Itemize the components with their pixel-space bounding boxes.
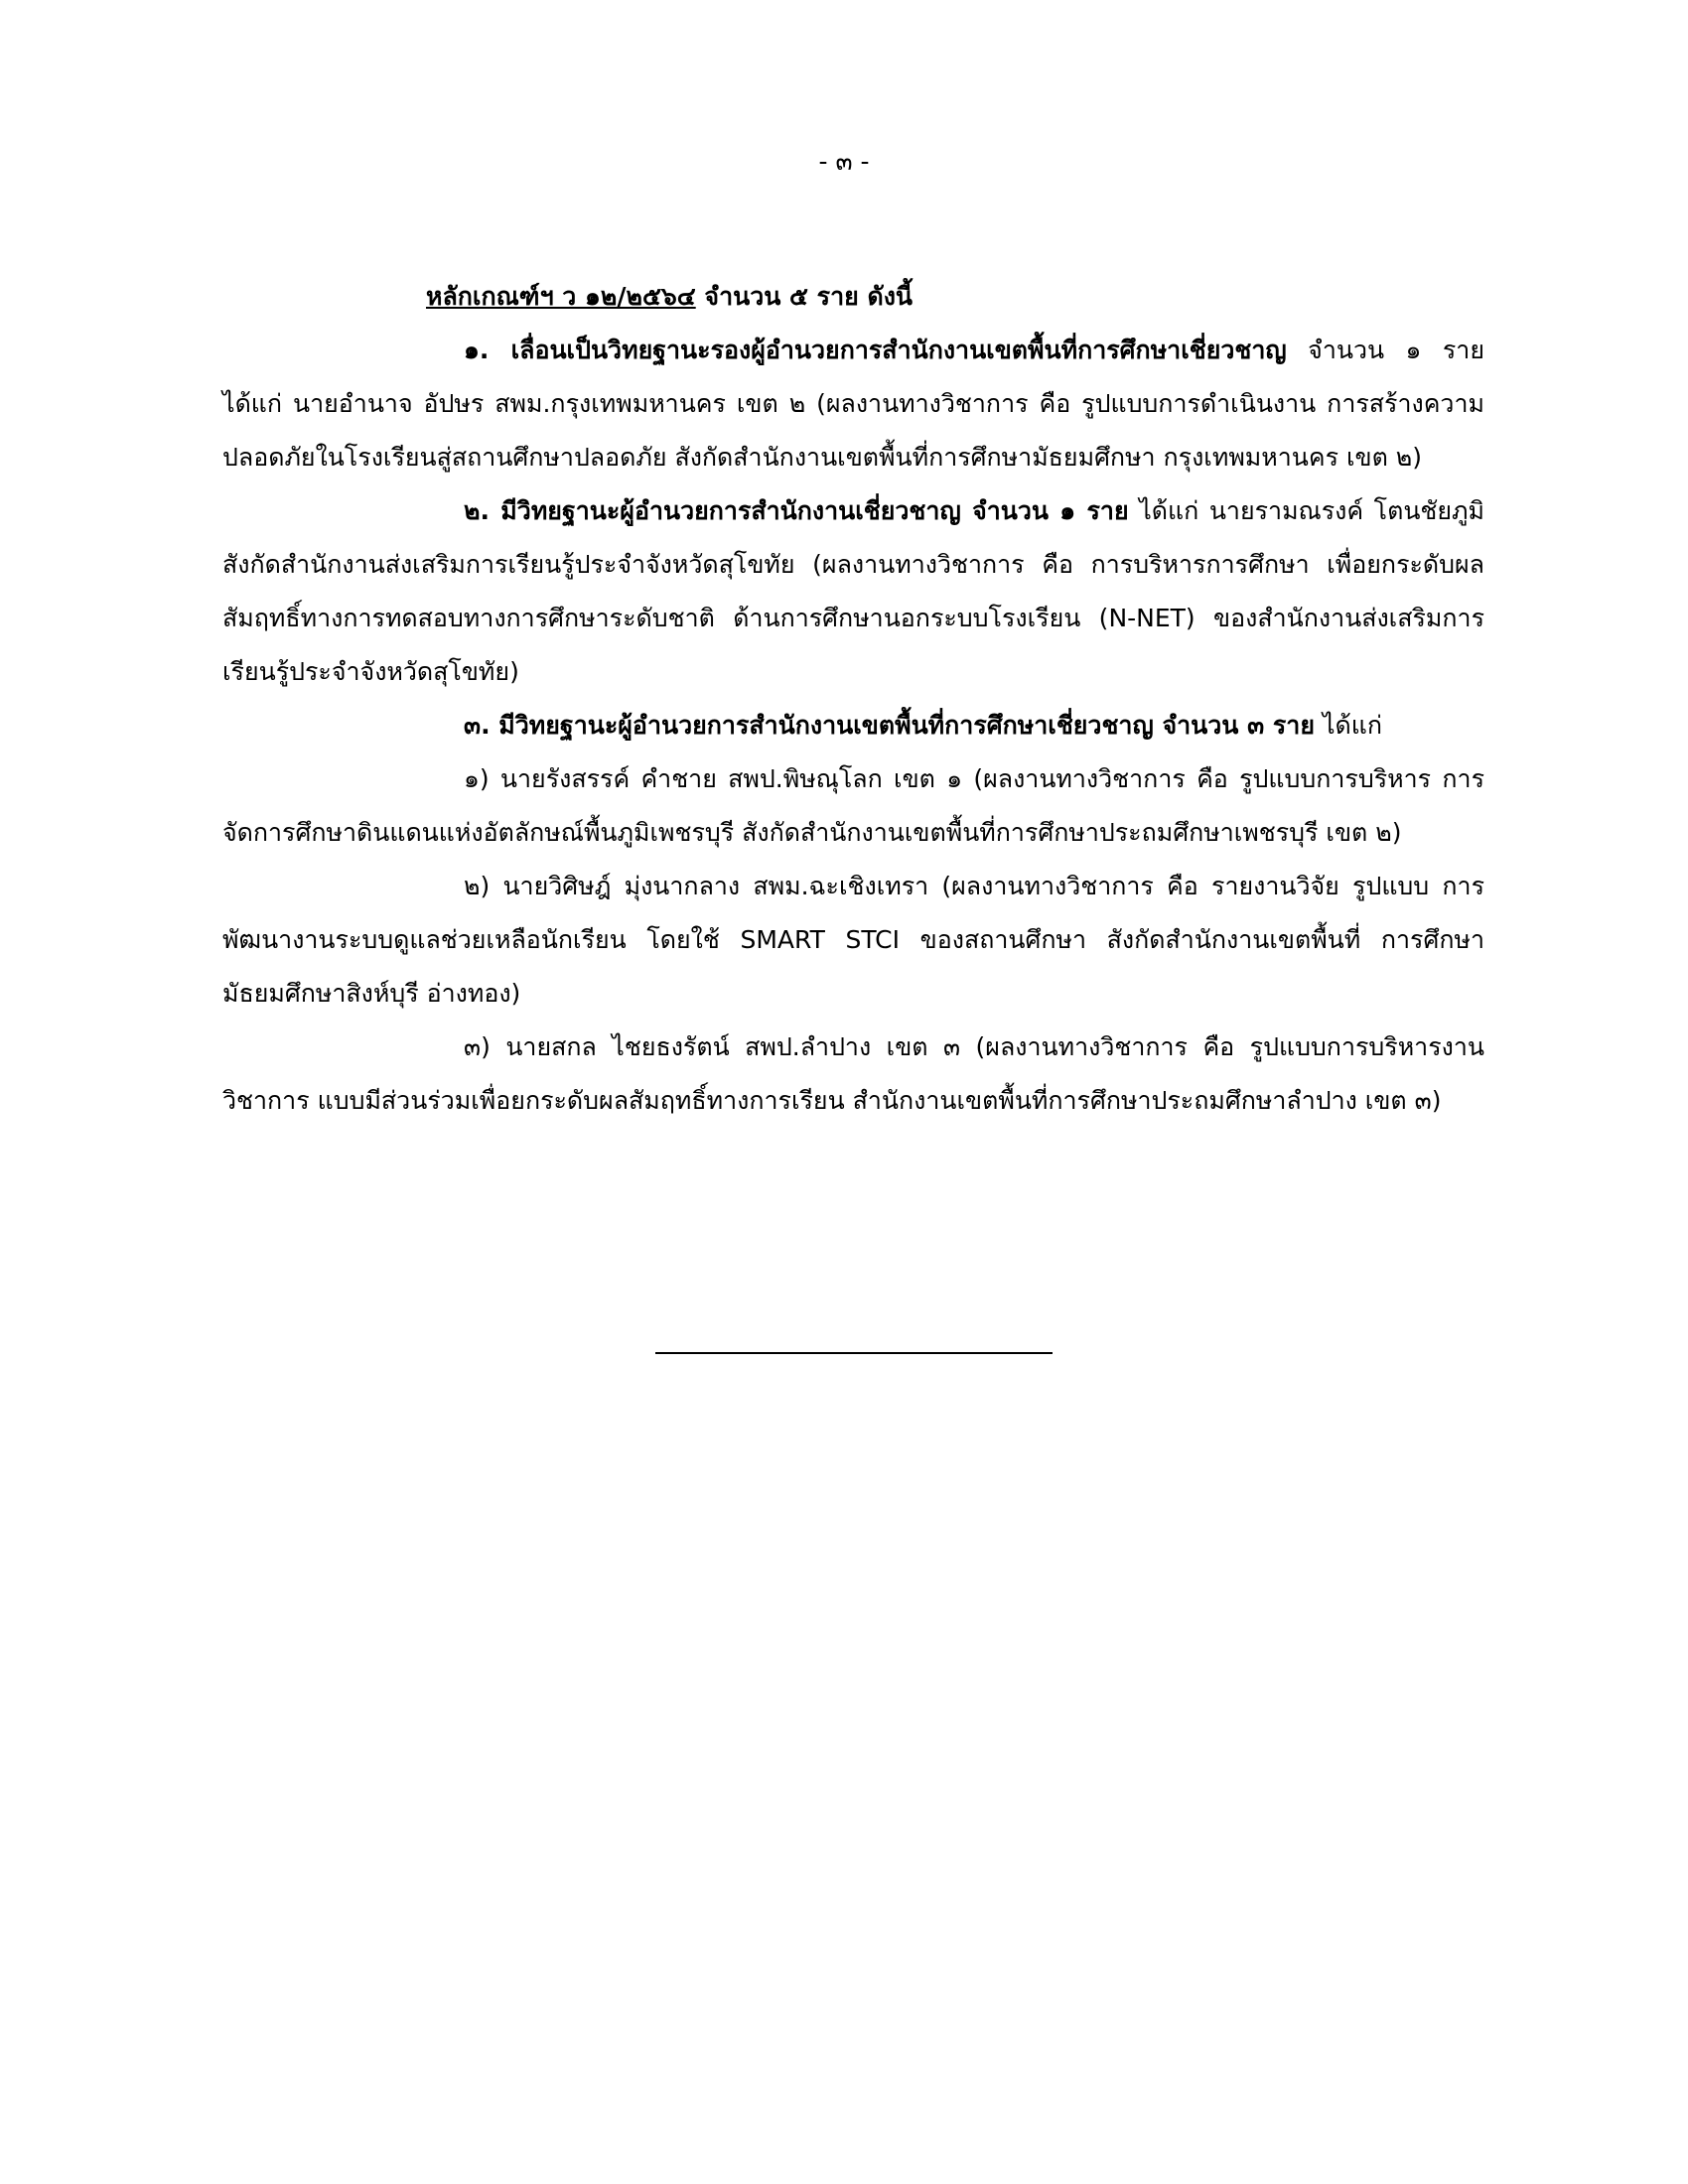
item-2-text: ได้แก่ นายรามณรงค์ โตนชัยภูมิ สังกัดสำนักงานส่งเสริมการเรียนรู้ประจำจังหวัดสุโขทัย (ผลงานทางวิชาการ คือ การบริหารการศึกษา เพื่อยกระดับผลสัมฤทธิ์ทางการทดสอบทางการศึกษาระดับชาติ ด้านการศึกษานอกระบบโรงเรียน (N-NET) ของสำนักงานส่งเสริมการเรียนรู้ประจำจังหวัดสุโขทัย) — [222, 496, 1484, 686]
item-1-text: จำนวน ๑ ราย ได้แก่ นายอำนาจ อัปษร สพม.กรุงเทพมหานคร เขต ๒ (ผลงานทางวิชาการ คือ รูปแบบการดำเนินงาน การสร้างความปลอดภัยในโรงเรียนสู่สถานศึกษาปลอดภัย สังกัดสำนักงานเขตพื้นที่การศึกษามัธยมศึกษา กรุงเทพมหานคร เขต ๒) — [222, 336, 1484, 472]
item-2-title: ๒. มีวิทยฐานะผู้อำนวยการสำนักงานเชี่ยวชาญ จำนวน ๑ ราย — [464, 496, 1129, 525]
item-2-paragraph — [222, 484, 1484, 699]
end-divider-line — [655, 1352, 1053, 1354]
criteria-reference: หลักเกณฑ์ฯ ว ๑๒/๒๕๖๔ — [426, 282, 696, 311]
item-1-paragraph — [222, 324, 1484, 484]
item-3-text: ได้แก่ — [1315, 711, 1383, 740]
criteria-heading — [222, 270, 1484, 324]
criteria-count: จำนวน ๕ ราย ดังนี้ — [695, 282, 914, 311]
item-3-sub-item-3: ๓) นายสกล ไชยธงรัตน์ สพป.ลำปาง เขต ๓ (ผลงานทางวิชาการ คือ รูปแบบการบริหารงานวิชาการ แบบมีส่วนร่วมเพื่อยกระดับผลสัมฤทธิ์ทางการเรียน สำนักงานเขตพื้นที่การศึกษาประถมศึกษาลำปาง เขต ๓) — [222, 1032, 1484, 1115]
page-number: - ๓ - — [818, 147, 870, 176]
item-3-sub-item-2: ๒) นายวิศิษฎ์ มุ่งนากลาง สพม.ฉะเชิงเทรา (ผลงานทางวิชาการ คือ รายงานวิจัย รูปแบบ การพัฒนางานระบบดูแลช่วยเหลือนักเรียน โดยใช้ SMART STCI ของสถานศึกษา สังกัดสำนักงานเขตพื้นที่ การศึกษามัธยมศึกษาสิงห์บุรี อ่างทอง) — [222, 872, 1484, 1008]
item-1-title: ๑. เลื่อนเป็นวิทยฐานะรองผู้อำนวยการสำนักงานเขตพื้นที่การศึกษาเชี่ยวชาญ — [464, 336, 1287, 364]
item-3-title: ๓. มีวิทยฐานะผู้อำนวยการสำนักงานเขตพื้นที่การศึกษาเชี่ยวชาญ จำนวน ๓ ราย — [464, 711, 1315, 740]
document-body — [222, 270, 1484, 1128]
item-3-paragraph — [222, 699, 1484, 752]
item-3-sub-item-1: ๑) นายรังสรรค์ คำชาย สพป.พิษณุโลก เขต ๑ (ผลงานทางวิชาการ คือ รูปแบบการบริหาร การจัดการศึกษาดินแดนแห่งอัตลักษณ์พื้นภูมิเพชรบุรี สังกัดสำนักงานเขตพื้นที่การศึกษาประถมศึกษาเพชรบุรี เขต ๒) — [222, 764, 1484, 847]
